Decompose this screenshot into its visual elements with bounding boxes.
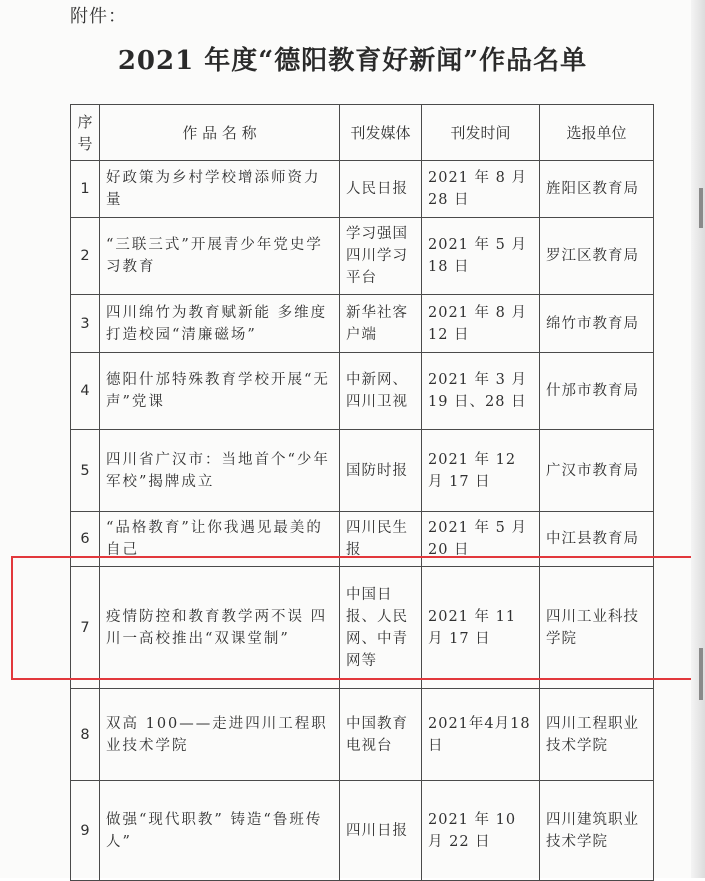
row-media: 四川民生报 [340, 512, 422, 567]
attachment-label: 附件： [70, 6, 127, 27]
row-unit: 绵竹市教育局 [540, 295, 654, 353]
row-date: 2021 年 3 月 19 日、28 日 [422, 353, 540, 430]
row-media: 学习强国四川学习平台 [340, 218, 422, 295]
row-date: 2021 年 8 月 12 日 [422, 295, 540, 353]
row-num: 7 [71, 567, 100, 689]
header-media: 刊发媒体 [340, 105, 422, 161]
table-row [71, 689, 654, 781]
row-title: “品格教育”让你我遇见最美的自己 [100, 512, 340, 567]
row-unit: 四川工业科技学院 [540, 567, 654, 689]
row-media: 中新网、四川卫视 [340, 353, 422, 430]
row-title: 好政策为乡村学校增添师资力量 [100, 161, 340, 218]
row-unit: 旌阳区教育局 [540, 161, 654, 218]
document-title: 2021 年度“德阳教育好新闻”作品名单 [117, 46, 588, 76]
row-num: 4 [71, 353, 100, 430]
row-title: 疫情防控和教育教学两不误 四川一高校推出“双课堂制” [100, 567, 340, 689]
row-media: 四川日报 [340, 781, 422, 881]
header-unit: 选报单位 [540, 105, 654, 161]
page-edge-shadow [691, 0, 705, 878]
row-media: 国防时报 [340, 430, 422, 512]
row-title: “三联三式”开展青少年党史学习教育 [100, 218, 340, 295]
row-date: 2021 年 10 月 22 日 [422, 781, 540, 881]
header-num: 序号 [71, 105, 100, 161]
row-unit: 中江县教育局 [540, 512, 654, 567]
row-date: 2021 年 5 月 20 日 [422, 512, 540, 567]
row-unit: 罗江区教育局 [540, 218, 654, 295]
row-unit: 什邡市教育局 [540, 353, 654, 430]
row-date: 2021年4月18日 [422, 689, 540, 781]
page-edge-mark [699, 188, 703, 228]
row-media: 中国教育电视台 [340, 689, 422, 781]
row-media: 新华社客户端 [340, 295, 422, 353]
row-unit: 四川建筑职业技术学院 [540, 781, 654, 881]
page-edge-mark [699, 648, 703, 700]
row-num: 2 [71, 218, 100, 295]
row-date: 2021 年 8 月 28 日 [422, 161, 540, 218]
row-media: 中国日报、人民网、中青网等 [340, 567, 422, 689]
row-title: 四川省广汉市：当地首个“少年军校”揭牌成立 [100, 430, 340, 512]
table-row [71, 353, 654, 430]
row-unit: 四川工程职业技术学院 [540, 689, 654, 781]
row-title: 双高 100——走进四川工程职业技术学院 [100, 689, 340, 781]
row-num: 3 [71, 295, 100, 353]
row-title: 四川绵竹为教育赋新能 多维度打造校园“清廉磁场” [100, 295, 340, 353]
row-date: 2021 年 5 月 18 日 [422, 218, 540, 295]
header-date: 刊发时间 [422, 105, 540, 161]
table-row [71, 430, 654, 512]
row-date: 2021 年 12 月 17 日 [422, 430, 540, 512]
row-title: 德阳什邡特殊教育学校开展“无声”党课 [100, 353, 340, 430]
row-num: 9 [71, 781, 100, 881]
row-num: 8 [71, 689, 100, 781]
row-num: 1 [71, 161, 100, 218]
header-title: 作 品 名 称 [100, 105, 340, 161]
table-row [71, 161, 654, 218]
table-row [71, 218, 654, 295]
row-title: 做强“现代职教” 铸造“鲁班传人” [100, 781, 340, 881]
row-unit: 广汉市教育局 [540, 430, 654, 512]
table-header-row [71, 105, 654, 161]
row-media: 人民日报 [340, 161, 422, 218]
highlight-box [11, 556, 694, 680]
table-row [71, 295, 654, 353]
row-num: 5 [71, 430, 100, 512]
row-date: 2021 年 11 月 17 日 [422, 567, 540, 689]
row-num: 6 [71, 512, 100, 567]
award-list-table [70, 104, 654, 881]
table-row [71, 781, 654, 881]
